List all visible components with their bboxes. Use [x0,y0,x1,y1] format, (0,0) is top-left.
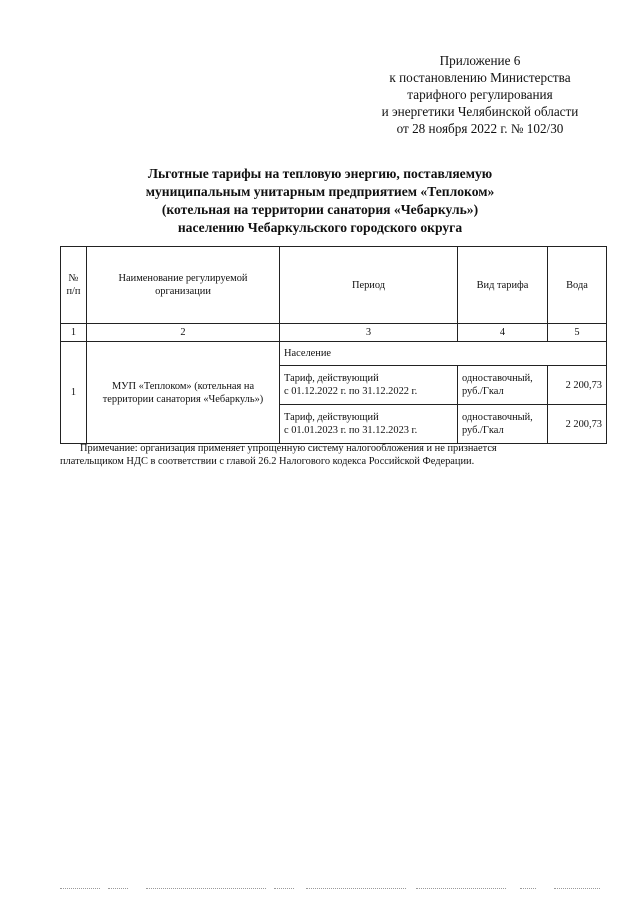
appendix-line: Приложение 6 [439,53,521,68]
header-water: Вода [548,247,607,324]
title-line: (котельная на территории санатория «Чебаркуль») [161,202,479,217]
scan-mark [416,888,506,889]
column-number: 3 [280,324,458,342]
tariff-type: одноставочный, [462,412,533,423]
tariff-table [60,246,607,444]
period-dates: с 01.01.2023 г. по 31.12.2023 г. [284,425,418,436]
scan-mark [520,888,536,889]
scan-mark [554,888,600,889]
column-numbers-row [61,324,607,342]
document-title [90,165,550,237]
table-header-row [61,247,607,324]
water-value: 2 200,73 [548,366,607,405]
appendix-line: от 28 ноября 2022 г. № 102/30 [396,121,564,136]
scan-mark [306,888,406,889]
period-cell [280,366,458,405]
footnote-line: плательщиком НДС в соответствии с главой 26.2 Налогового кодекса Российской Федерации. [60,456,475,467]
row-org: МУП «Теплоком» (котельная на территории санатория «Чебаркуль») [87,342,280,444]
tariff-type-cell [458,366,548,405]
title-line: муниципальным унитарным предприятием «Теплоком» [145,184,495,199]
header-tariff-type: Вид тарифа [458,247,548,324]
column-number: 2 [87,324,280,342]
title-line: Льготные тарифы на тепловую энергию, поставляемую [147,166,493,181]
tariff-unit: руб./Гкал [462,425,504,436]
period-cell [280,405,458,444]
tariff-type-cell [458,405,548,444]
scan-mark [146,888,266,889]
tariff-unit: руб./Гкал [462,386,504,397]
period-label: Тариф, действующий [284,412,379,423]
title-line: населению Чебаркульского городского округа [177,220,463,235]
scan-artifact-marks [60,888,600,892]
row-num: 1 [61,342,87,444]
header-num: № п/п [61,247,87,324]
tariff-type: одноставочный, [462,373,533,384]
scan-mark [274,888,294,889]
appendix-line: к постановлению Министерства [389,70,571,85]
column-number: 4 [458,324,548,342]
appendix-line: тарифного регулирования [407,87,553,102]
appendix-line: и энергетики Челябинской области [381,104,579,119]
column-number: 5 [548,324,607,342]
footnote [60,442,606,468]
appendix-header [340,52,620,137]
table-row [61,342,607,366]
period-label: Тариф, действующий [284,373,379,384]
scan-mark [60,888,100,889]
row-group: Население [280,342,607,366]
footnote-line: Примечание: организация применяет упрощенную систему налогообложения и не признается [80,443,497,454]
period-dates: с 01.12.2022 г. по 31.12.2022 г. [284,386,418,397]
scan-mark [108,888,128,889]
header-period: Период [280,247,458,324]
water-value: 2 200,73 [548,405,607,444]
column-number: 1 [61,324,87,342]
header-org: Наименование регулируемой организации [87,247,280,324]
